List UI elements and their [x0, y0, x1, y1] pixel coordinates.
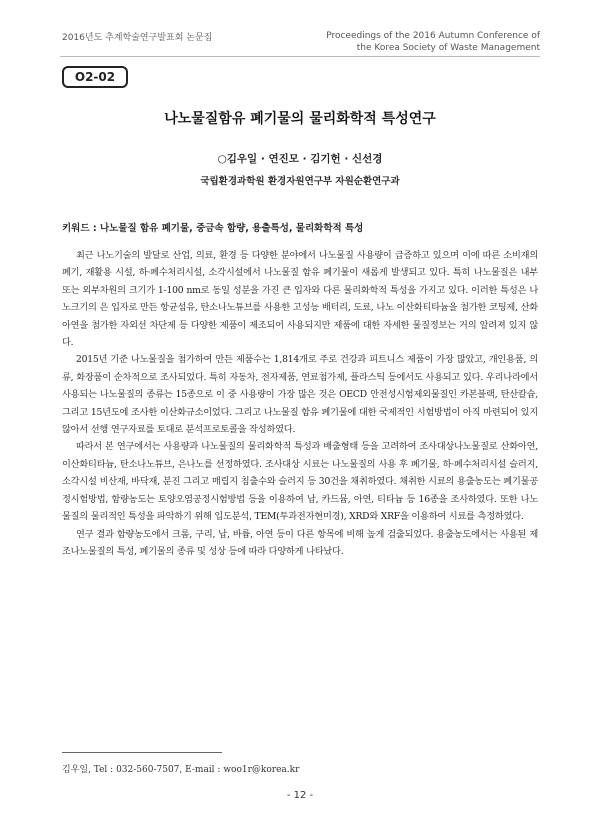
running-header-right	[280, 30, 540, 54]
footnote-rule	[62, 752, 222, 753]
paragraph: 2015년 기준 나노물질을 첨가하여 만든 제품수는 1,814개로 주로 건강과 피트니스 제품이 가장 많았고, 개인용품, 의류, 화장품이 순차적으로 조사되었다. 특히 자동차, 전자제품, 연료첨가제, 플라스틱 등에서도 사용되고 있다. 우리나라에서 사용되는 나노물질의 종류는 15종으로 이 중 사용량이 가장 많은 것은 OECD 안전성시험제외물질인 카본블랙, 탄산칼슘, 그리고 15년도에 조사한 이산화규소이었다. 그리고 나노물질 함유 폐기물에 대한 국제적인 시험방법이 아직 마련되어 있지 않아서 선행 연구자료를 토대로 분석프로토콜을 작성하였다.	[62, 354, 538, 436]
header-rule	[60, 56, 540, 57]
running-header-left: 2016년도 추계학술연구발표회 논문집	[62, 33, 213, 43]
header-right-line-1: Proceedings of the 2016 Autumn Conference of	[326, 31, 540, 41]
abstract-body	[62, 247, 538, 560]
paragraph: 따라서 본 연구에서는 사용량과 나노물질의 물리화학적 특성과 배출형태 등을 고려하여 조사대상나노물질로 산화아연, 이산화티타늄, 탄소나노튜브, 은나노를 선정하였다. 조사대상 시료는 나노물질의 사용 후 폐기물, 하·폐수처리시설 슬러지, 소각시설 비산재, 바닥재, 분진 그리고 매립지 침출수와 슬러지 등 30건을 채취하였다. 채취한 시료의 용출농도는 폐기물공정시험방법, 함량농도는 토양오염공정시험방법 등을 이용하여 납, 카드뮴, 아연, 티타늄 등 16종을 조사하였다. 또한 나노물질의 물리적인 특성을 파악하기 위해 입도분석, TEM(투과전자현미경), XRD와 XRF을 이용하여 시료를 측정하였다.	[62, 441, 538, 523]
corresponding-author-footnote: 김우일, Tel : 032-560-7507, E-mail : woo1r@korea.kr	[62, 765, 300, 775]
paper-title: 나노물질함유 폐기물의 물리화학적 특성연구	[164, 111, 436, 127]
keywords: 키워드 : 나노물질 함유 폐기물, 중금속 함량, 용출특성, 물리화학적 특성	[62, 223, 364, 234]
page-number: - 12 -	[286, 790, 314, 801]
paragraph: 최근 나노기술의 발달로 산업, 의료, 환경 등 다양한 분야에서 나노물질 사용량이 급증하고 있으며 이에 따른 소비재의 폐기, 재활용 시설, 하·폐수처리시설, 소각시설에서 나노물질 함유 폐기물이 새롭게 발생되고 있다. 특히 나노물질은 내부 또는 외부차원의 크기가 1-100 nm로 동일 성분을 가진 큰 입자와 다른 물리화학적 특성을 가지고 있다. 이러한 특성은 나노크기의 은 입자로 만든 항균섬유, 탄소나노튜브를 사용한 고성능 배터리, 도료, 나노 이산화티타늄을 첨가한 코팅제, 산화아연을 첨가한 자외선 차단제 등 다양한 제품이 제조되어 사용되지만 제품에 대한 자세한 물질정보는 거의 알려져 있지 않다.	[62, 250, 538, 349]
affiliation: 국립환경과학원 환경자원연구부 자원순환연구과	[200, 176, 400, 187]
paragraph: 연구 결과 함량농도에서 크롬, 구리, 납, 바륨, 아연 등이 다른 항목에 비해 높게 검출되었다. 용출농도에서는 사용된 제조나노물질의 특성, 폐기물의 종류 및 성상 등에 따라 다양하게 나타났다.	[62, 528, 538, 557]
header-right-line-2: the Korea Society of Waste Management	[356, 43, 540, 53]
author-list: ○김우일 · 연진모 · 김기헌 · 신선경	[217, 153, 383, 165]
paper-code-badge: O2-02	[62, 66, 128, 88]
